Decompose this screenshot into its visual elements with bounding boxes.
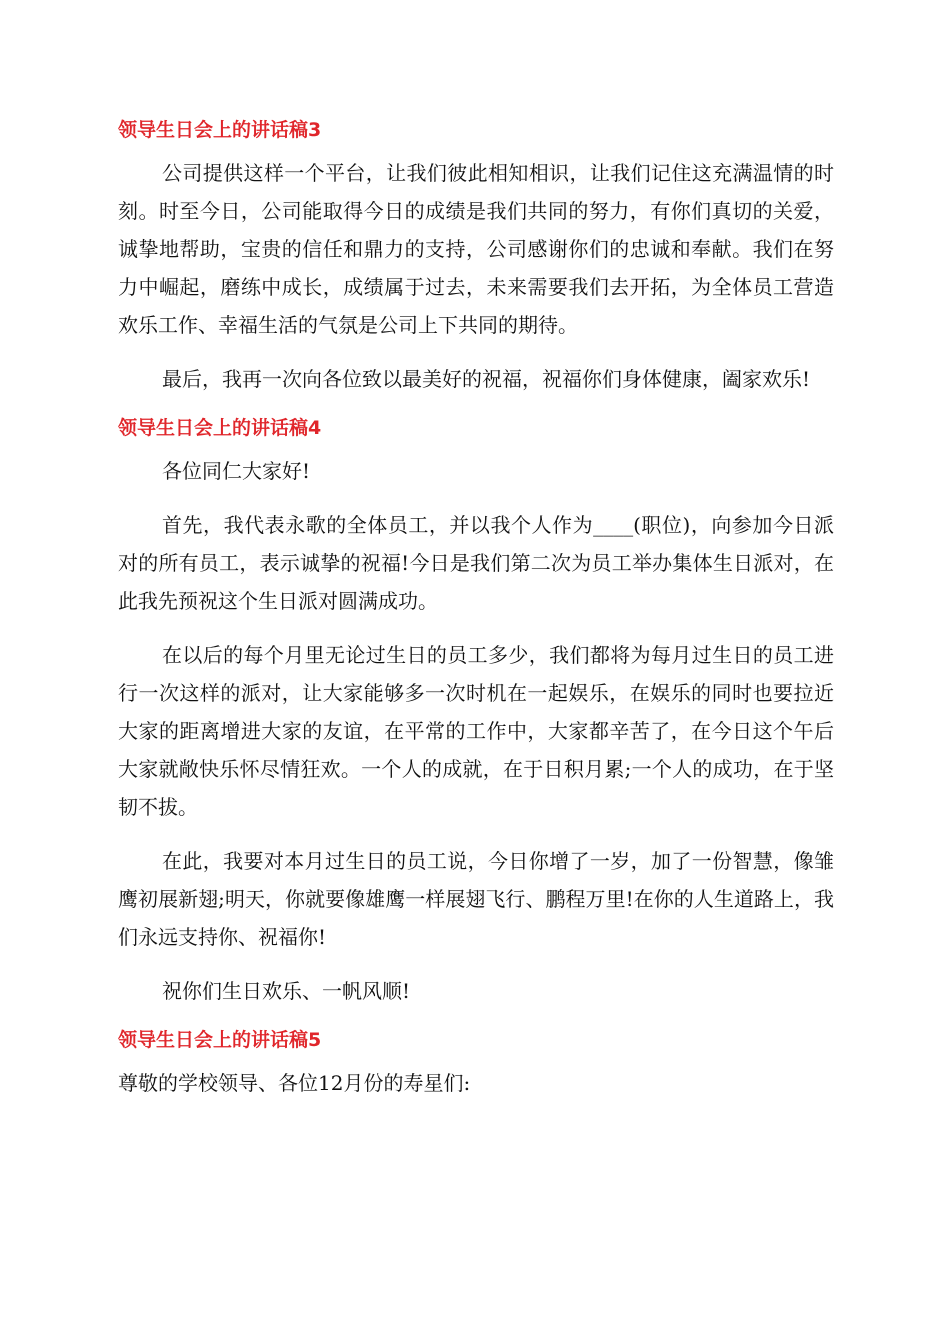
paragraph: 最后，我再一次向各位致以最美好的祝福，祝福你们身体健康，阖家欢乐!	[162, 367, 811, 391]
paragraph: 在以后的每个月里无论过生日的员工多少，我们都将为每月过生日的员工进行一次这样的派对，让大家能够多一次时机在一起娱乐，在娱乐的同时也要拉近大家的距离增进大家的友谊，在平常的工作中，大家都辛苦了，在今日这个午后大家就敞快乐怀尽情狂欢。一个人的成就，在于日积月累;一个人的成功，在于坚韧不拔。	[118, 643, 834, 819]
paragraph: 尊敬的学校领导、各位12月份的寿星们:	[118, 1071, 471, 1095]
section-heading: 领导生日会上的讲话稿3	[118, 119, 322, 141]
paragraph: 首先，我代表永歌的全体员工，并以我个人作为____(职位)，向参加今日派对的所有员工，表示诚挚的祝福!今日是我们第二次为员工举办集体生日派对，在此我先预祝这个生日派对圆满成功。	[118, 513, 834, 613]
paragraph: 在此，我要对本月过生日的员工说，今日你增了一岁，加了一份智慧，像雏鹰初展新翅;明天，你就要像雄鹰一样展翅飞行、鹏程万里!在你的人生道路上，我们永远支持你、祝福你!	[118, 849, 834, 949]
paragraph: 各位同仁大家好!	[162, 459, 311, 483]
section-heading: 领导生日会上的讲话稿4	[118, 417, 322, 439]
paragraph: 公司提供这样一个平台，让我们彼此相知相识，让我们记住这充满温情的时刻。时至今日，公司能取得今日的成绩是我们共同的努力，有你们真切的关爱，诚挚地帮助，宝贵的信任和鼎力的支持，公司感谢你们的忠诚和奉献。我们在努力中崛起，磨练中成长，成绩属于过去，未来需要我们去开拓，为全体员工营造欢乐工作、幸福生活的气氛是公司上下共同的期待。	[118, 161, 834, 337]
section-5	[118, 1026, 834, 1102]
document-page	[118, 112, 834, 1118]
section-heading: 领导生日会上的讲话稿5	[118, 1029, 322, 1051]
paragraph: 祝你们生日欢乐、一帆风顺!	[162, 979, 411, 1003]
section-4	[118, 414, 834, 1010]
section-3	[118, 116, 834, 398]
